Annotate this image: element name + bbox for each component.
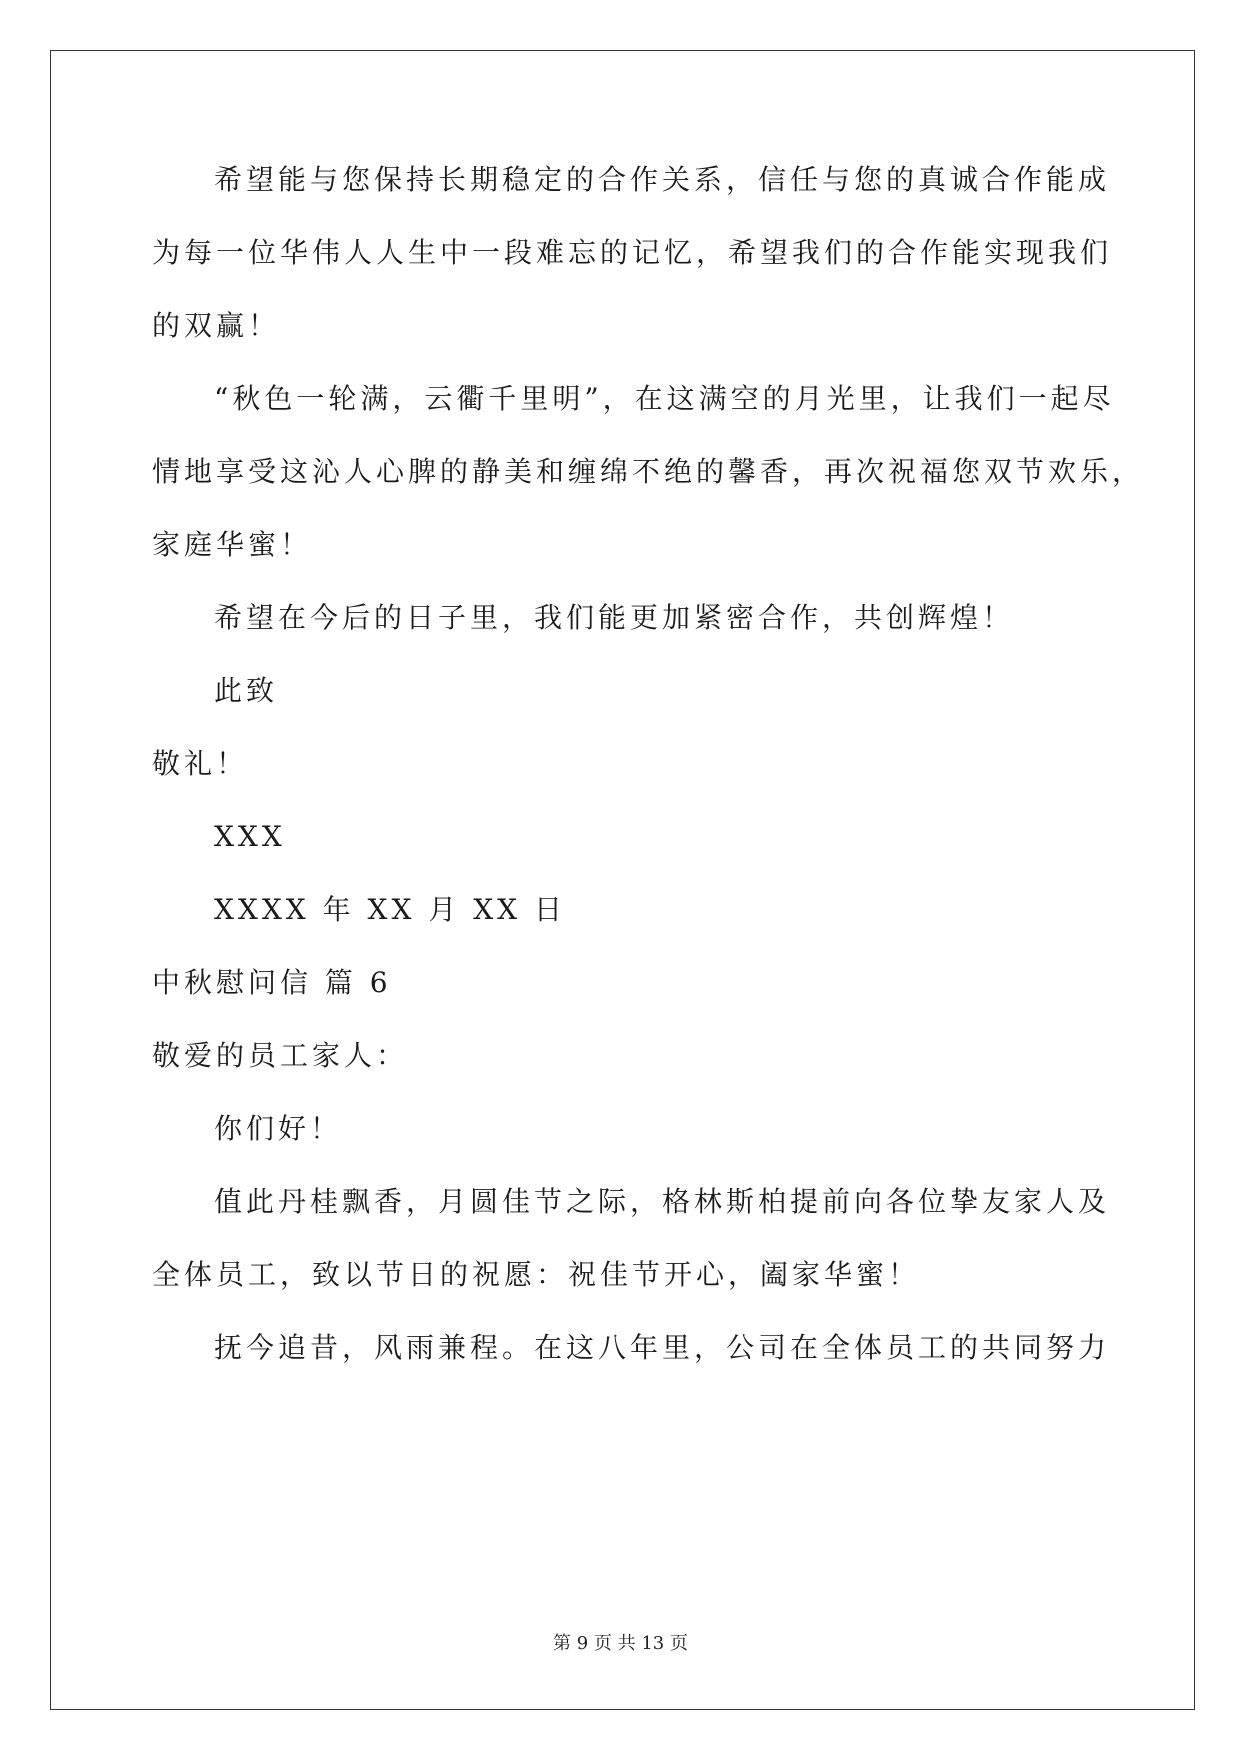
paragraph-line: 希望在今后的日子里，我们能更加紧密合作，共创辉煌！	[214, 601, 1015, 634]
paragraph-line: 抚今追昔，风雨兼程。在这八年里，公司在全体员工的共同努力	[214, 1331, 1111, 1364]
paragraph-line: 全体员工，致以节日的祝愿：祝佳节开心，阖家华蜜！	[152, 1258, 921, 1291]
paragraph-line: 的双赢！	[152, 309, 281, 342]
page-border	[50, 50, 1195, 1710]
paragraph-line: 你们好！	[214, 1112, 343, 1145]
section-heading: 中秋慰问信 篇 6	[152, 966, 392, 999]
signature-date: XXXX 年 XX 月 XX 日	[214, 893, 566, 926]
paragraph-line: 情地享受这沁人心脾的静美和缠绵不绝的馨香，再次祝福您双节欢乐，	[152, 455, 1145, 488]
closing-salutation: 此致	[214, 674, 279, 707]
paragraph-line: “秋色一轮满，云衢千里明”，在这满空的月光里，让我们一起尽	[214, 382, 1115, 415]
signature-name: XXX	[214, 820, 286, 853]
page-footer: 第 9 页 共 13 页	[553, 1633, 688, 1654]
paragraph-line: 值此丹桂飘香，月圆佳节之际，格林斯柏提前向各位挚友家人及	[214, 1185, 1111, 1218]
paragraph-line: 希望能与您保持长期稳定的合作关系，信任与您的真诚合作能成	[214, 163, 1111, 196]
letter-greeting: 敬爱的员工家人：	[152, 1039, 409, 1072]
closing-salutation: 敬礼！	[152, 747, 249, 780]
paragraph-line: 家庭华蜜！	[152, 528, 313, 561]
paragraph-line: 为每一位华伟人人生中一段难忘的记忆，希望我们的合作能实现我们	[152, 236, 1113, 269]
